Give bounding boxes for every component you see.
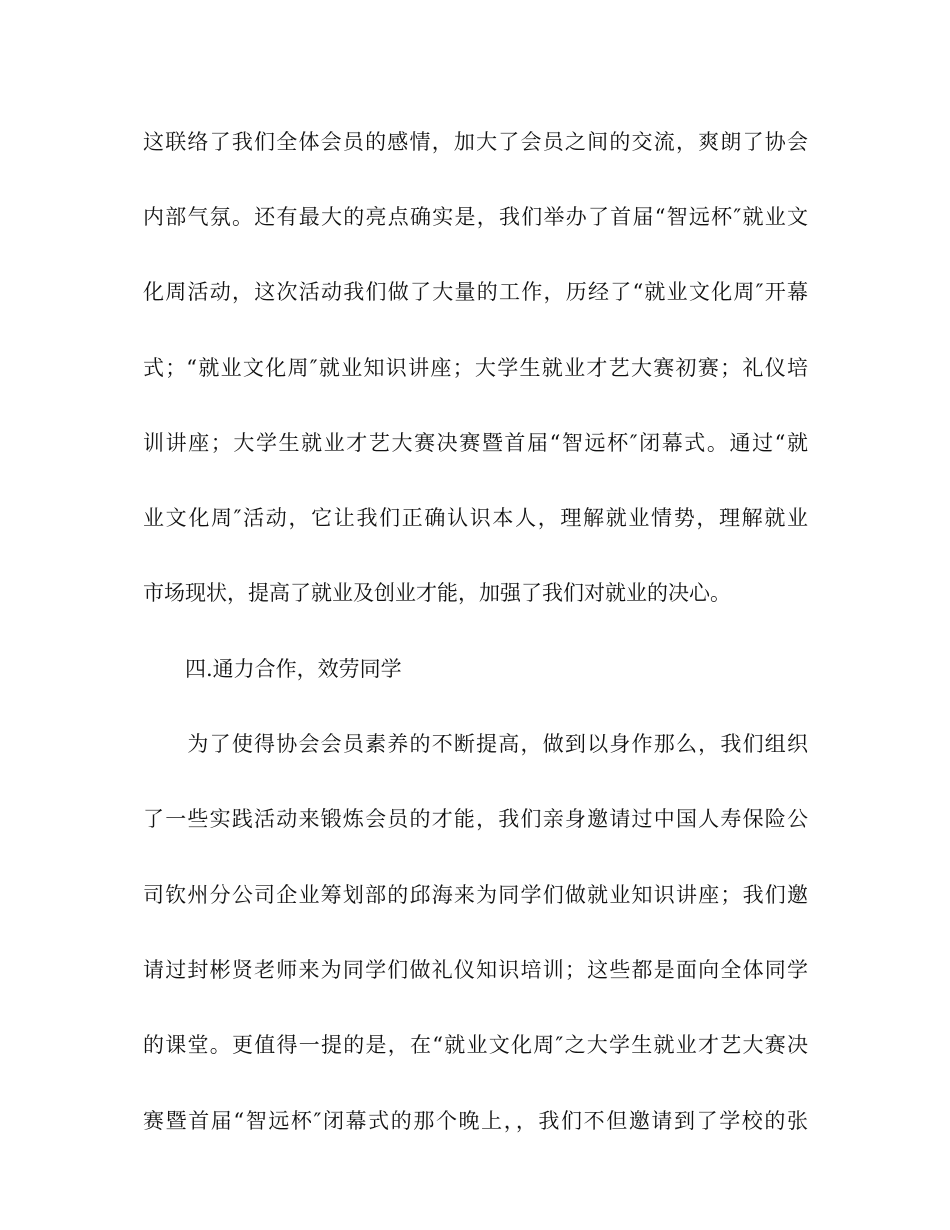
text-line-12: 请过封彬贤老师来为同学们做礼仪知识培训；这些都是面向全体同学	[143, 958, 808, 982]
text-line-4: 式；“就业文化周″就业知识讲座；大学生就业才艺大赛初赛；礼仪培	[143, 356, 808, 380]
text-line-14: 赛暨首届“智远杯″闭幕式的那个晚上，，我们不但邀请到了学校的张	[143, 1109, 808, 1133]
text-line-1: 这联络了我们全体会员的感情，加大了会员之间的交流，爽朗了协会	[143, 130, 808, 154]
text-line-5: 训讲座；大学生就业才艺大赛决赛暨首届“智远杯″闭幕式。通过“就	[143, 431, 808, 455]
text-line-3: 化周活动，这次活动我们做了大量的工作，历经了“就业文化周″开幕	[143, 280, 808, 304]
section-heading: 四.通力合作，效劳同学	[143, 657, 402, 681]
text-line-10: 了一些实践活动来锻炼会员的才能，我们亲身邀请过中国人寿保险公	[143, 807, 808, 831]
text-line-13: 的课堂。更值得一提的是，在“就业文化周″之大学生就业才艺大赛决	[143, 1033, 808, 1057]
text-line-9: 为了使得协会会员素养的不断提高，做到以身作那么，我们组织	[143, 732, 808, 756]
text-line-2: 内部气氛。还有最大的亮点确实是，我们举办了首届“智远杯″就业文	[143, 205, 808, 229]
text-line-11: 司钦州分公司企业筹划部的邱海来为同学们做就业知识讲座；我们邀	[143, 883, 808, 907]
text-line-6: 业文化周″活动，它让我们正确认识本人，理解就业情势，理解就业	[143, 506, 808, 530]
text-line-7: 市场现状，提高了就业及创业才能，加强了我们对就业的决心。	[143, 581, 731, 605]
